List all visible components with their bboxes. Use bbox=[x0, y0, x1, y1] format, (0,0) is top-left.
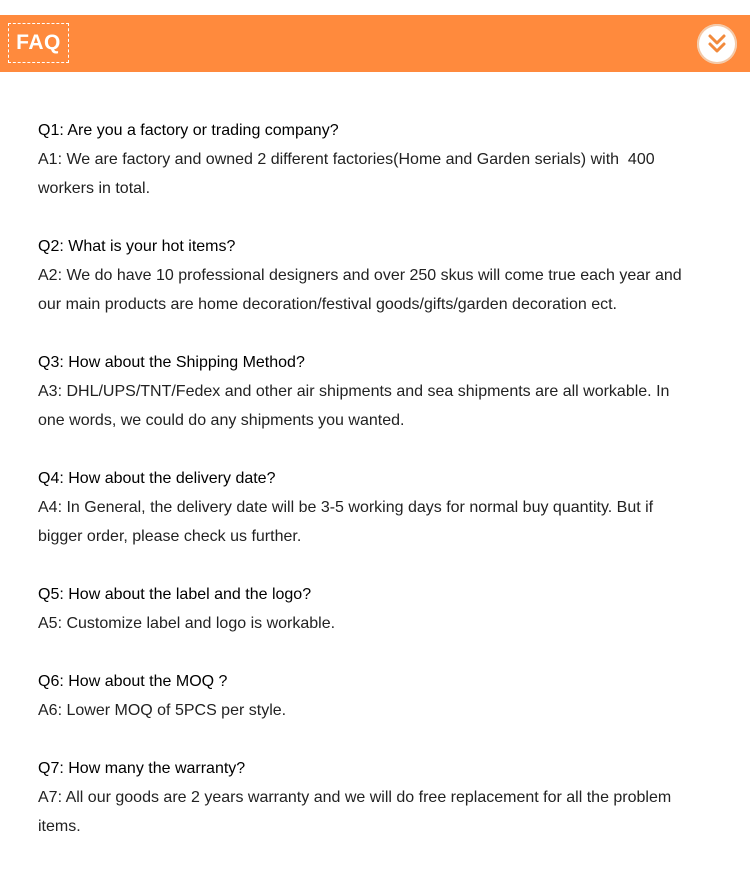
faq-question: Q6: How about the MOQ ? bbox=[38, 673, 228, 690]
faq-answer: A5: Customize label and logo is workable. bbox=[38, 615, 336, 632]
faq-answer: A4: In General, the delivery date will be 3-5 working days for normal buy quantity. But if bigger order, please check us further. bbox=[38, 499, 658, 545]
faq-item-7 bbox=[38, 754, 698, 841]
faq-list bbox=[38, 116, 698, 870]
faq-item-1 bbox=[38, 116, 698, 203]
faq-question: Q3: How about the Shipping Method? bbox=[38, 354, 305, 371]
faq-answer: A7: All our goods are 2 years warranty and we will do free replacement for all the problem items. bbox=[38, 789, 676, 835]
faq-title: FAQ bbox=[16, 31, 61, 54]
faq-answer: A2: We do have 10 professional designers and over 250 skus will come true each year and our main products are home decoration/festival goods/gifts/garden decoration ect. bbox=[38, 267, 687, 313]
faq-question: Q5: How about the label and the logo? bbox=[38, 586, 312, 603]
faq-item-6 bbox=[38, 667, 698, 725]
collapse-button[interactable] bbox=[697, 24, 737, 64]
faq-item-5 bbox=[38, 580, 698, 638]
faq-item-3 bbox=[38, 348, 698, 435]
faq-answer: A6: Lower MOQ of 5PCS per style. bbox=[38, 702, 287, 719]
faq-item-2 bbox=[38, 232, 698, 319]
faq-question: Q7: How many the warranty? bbox=[38, 760, 246, 777]
faq-question: Q2: What is your hot items? bbox=[38, 238, 236, 255]
faq-item-4 bbox=[38, 464, 698, 551]
faq-question: Q4: How about the delivery date? bbox=[38, 470, 276, 487]
double-chevron-down-icon bbox=[705, 32, 729, 56]
faq-title-box bbox=[8, 23, 69, 63]
faq-question: Q1: Are you a factory or trading company? bbox=[38, 122, 339, 139]
faq-header-bar bbox=[0, 15, 750, 72]
faq-answer: A3: DHL/UPS/TNT/Fedex and other air shipments and sea shipments are all workable. In one words, we could do any shipments you wanted. bbox=[38, 383, 674, 429]
faq-answer: A1: We are factory and owned 2 different factories(Home and Garden serials) with 400 workers in total. bbox=[38, 151, 660, 197]
